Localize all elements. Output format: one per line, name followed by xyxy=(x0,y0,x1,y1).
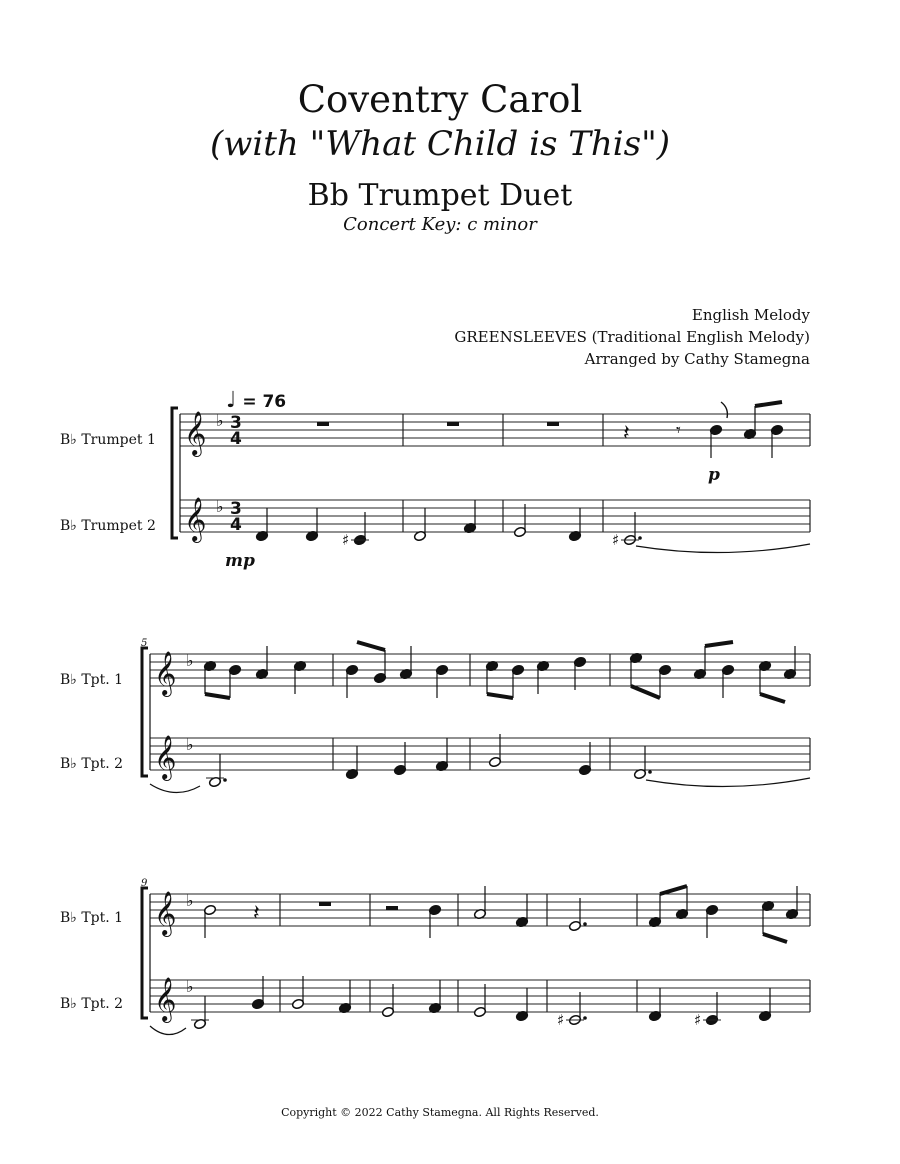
quarter-note-icon: ♩ xyxy=(226,388,237,413)
instrument-label-tpt2-sys3: B♭ Tpt. 2 xyxy=(60,996,124,1012)
system-bracket xyxy=(142,888,148,1018)
sharp-accidental: ♯ xyxy=(694,1011,702,1029)
time-signature-denominator: 4 xyxy=(230,515,242,535)
tie-curve xyxy=(150,784,200,793)
measure-number-5: 5 xyxy=(141,638,148,649)
dynamic-p: p xyxy=(708,465,720,485)
whole-rest xyxy=(547,422,559,426)
treble-clef-icon: 𝄞 xyxy=(154,735,177,779)
beam xyxy=(357,642,385,650)
credit-melody: English Melody xyxy=(691,306,810,324)
augmentation-dot xyxy=(648,770,652,774)
treble-clef-icon: 𝄞 xyxy=(184,497,207,541)
eighth-rest-icon: 𝄾 xyxy=(676,420,681,441)
beam xyxy=(631,686,660,698)
instrument-label-tpt1-sys2: B♭ Tpt. 1 xyxy=(60,672,124,688)
beam xyxy=(760,694,785,702)
flat-icon: ♭ xyxy=(186,891,194,910)
beam xyxy=(755,402,782,406)
copyright-notice: Copyright © 2022 Cathy Stamegna. All Rights Reserved. xyxy=(281,1106,599,1119)
beam xyxy=(487,694,513,698)
half-rest xyxy=(386,906,398,910)
piece-subtitle: (with "What Child is This") xyxy=(210,124,670,164)
quarter-rest-icon: 𝄽 xyxy=(623,421,630,446)
concert-key-note: Concert Key: c minor xyxy=(343,214,537,235)
system-bracket xyxy=(142,648,148,776)
flat-icon: ♭ xyxy=(186,977,194,996)
time-signature-numerator: 3 xyxy=(230,413,242,433)
measure-number-9: 9 xyxy=(141,878,148,889)
treble-clef-icon: 𝄞 xyxy=(154,891,177,935)
instrument-label-tpt1-sys3: B♭ Tpt. 1 xyxy=(60,910,124,926)
sharp-accidental: ♯ xyxy=(342,531,350,549)
tie-curve xyxy=(636,544,810,553)
flat-icon: ♭ xyxy=(186,735,194,754)
augmentation-dot xyxy=(223,778,227,782)
whole-rest xyxy=(317,422,329,426)
tie-curve xyxy=(646,778,810,787)
whole-rest xyxy=(319,902,331,906)
sharp-accidental: ♯ xyxy=(557,1011,565,1029)
augmentation-dot xyxy=(638,536,642,540)
credit-greensleeves: GREENSLEEVES (Traditional English Melody) xyxy=(454,328,810,346)
beam xyxy=(763,934,787,942)
flat-icon: ♭ xyxy=(216,411,224,430)
instrument-label-trumpet1: B♭ Trumpet 1 xyxy=(60,432,156,448)
flat-icon: ♭ xyxy=(216,497,224,516)
beam xyxy=(705,642,733,646)
treble-clef-icon: 𝄞 xyxy=(154,977,177,1021)
system-bracket xyxy=(172,408,178,538)
beam xyxy=(660,886,687,894)
augmentation-dot xyxy=(583,1016,587,1020)
time-signature-denominator: 4 xyxy=(230,429,242,449)
time-signature-numerator: 3 xyxy=(230,499,242,519)
staves-layer xyxy=(142,402,810,1035)
note-flag xyxy=(721,402,727,418)
whole-rest xyxy=(447,422,459,426)
beam xyxy=(205,694,230,698)
instrument-label-tpt2-sys2: B♭ Tpt. 2 xyxy=(60,756,124,772)
tie-curve xyxy=(150,1026,186,1035)
instrumentation-heading: Bb Trumpet Duet xyxy=(307,178,573,213)
sharp-accidental: ♯ xyxy=(612,531,620,549)
instrument-label-trumpet2: B♭ Trumpet 2 xyxy=(60,518,156,534)
quarter-rest-icon: 𝄽 xyxy=(253,901,260,926)
dynamic-mp: mp xyxy=(225,551,255,571)
credit-arranger: Arranged by Cathy Stamegna xyxy=(584,350,810,368)
piece-title: Coventry Carol xyxy=(297,78,583,121)
treble-clef-icon: 𝄞 xyxy=(154,651,177,695)
treble-clef-icon: 𝄞 xyxy=(184,411,207,455)
tempo-value: = 76 xyxy=(242,392,287,412)
augmentation-dot xyxy=(583,922,587,926)
flat-icon: ♭ xyxy=(186,651,194,670)
